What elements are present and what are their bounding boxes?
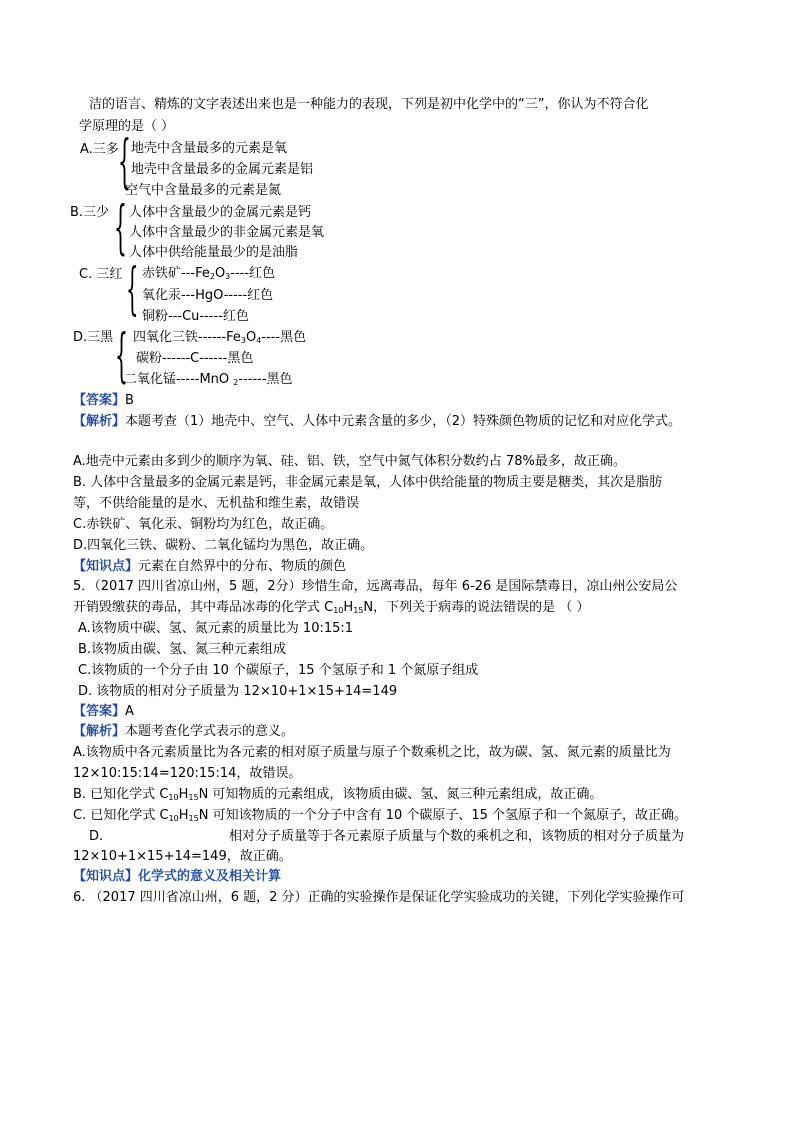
option-d-label: D.三黑 (73, 330, 114, 345)
option-c-label: C. 三红 (79, 267, 123, 282)
q5-analysis-b: B. 已知化学式 $C_{10}H_{15}N$ 可知物质的元素组成，该物质由碳、氢、氮三种元素组成，故正确。 (73, 787, 603, 802)
option-a-brace: { (118, 127, 131, 195)
q4-analysis-a: A.地壳中元素由多到少的顺序为氧、硅、铝、铁，空气中氮气体积分数约占 78%最多，故正确。 (73, 454, 626, 469)
option-b-item-1: 人体中含量最少的金属元素是钙 (129, 205, 312, 220)
option-c-brace: { (126, 257, 139, 322)
q4-knowledge: 【知识点】元素在自然界中的分布、物质的颜色 (73, 559, 347, 574)
option-d-brace: { (115, 321, 128, 389)
option-c-item-3: 铜粉---Cu-----红色 (142, 309, 249, 324)
option-c-item-1: 赤铁矿$---Fe_2O_3----$红色 (142, 266, 276, 281)
q5-option-c: C.该物质的一个分子由 10 个碳原子，15 个氢原子和 1 个氮原子组成 (78, 663, 479, 678)
q5-analysis-a-2: 12×10:15:14=120:15:14，故错误。 (73, 766, 302, 781)
q5-analysis-d-2: 12×10+1×15+14=149，故正确。 (73, 849, 292, 864)
q5-stem-1: 5．（2017 四川省凉山州，5 题，2分）珍惜生命，远离毒品，每年 6-26 是国际禁毒日，凉山州公安局公 (73, 579, 678, 594)
analysis-tag: 【解析】 (73, 724, 126, 739)
option-a-item-1: 地壳中含量最多的元素是氧 (131, 141, 288, 156)
answer-tag: 【答案】 (73, 704, 126, 719)
answer-tag: 【答案】 (73, 393, 126, 408)
option-a-item-3: 空气中含量最多的元素是氮 (125, 183, 282, 198)
q4-analysis-d: D.四氧化三铁、碳粉、二氧化锰均为黑色，故正确。 (73, 538, 374, 553)
knowledge-tag: 【知识点】 (73, 559, 139, 574)
q5-analysis-d-1: 相对分子质量等于各元素原子质量与个数的乘机之和，该物质的相对分子质量为 (229, 829, 685, 844)
option-c-item-2: 氧化汞---HgO-----红色 (142, 288, 274, 303)
q5-stem-2: 开销毁缴获的毒品，其中毒品冰毒的化学式 $C_{10}H_{15}N$，下列关于病毒的说法错误的是 （ ） (73, 600, 590, 615)
option-a-item-2: 地壳中含量最多的金属元素是铝 (131, 162, 314, 177)
q4-analysis-b-2: 等，不供给能量的是水、无机盐和维生素，故错误 (73, 496, 360, 511)
option-a-label: A.三多 (80, 142, 119, 157)
option-d-item-1: 四氧化三铁$------Fe_3O_4----$黑色 (133, 330, 307, 345)
q5-analysis-a-1: A.该物质中各元素质量比为各元素的相对原子质量与原子个数乘机之比，故为碳、氢、氮元素的质量比为 (73, 745, 671, 760)
option-b-item-3: 人体中供给能量最少的是油脂 (129, 245, 299, 260)
q5-option-a: A.该物质中碳、氢、氮元素的质量比为 10:15:1 (78, 621, 354, 636)
knowledge-tag: 【知识点】 (73, 869, 139, 884)
q5-knowledge: 【知识点】化学式的意义及相关计算 (73, 869, 282, 884)
option-b-brace: { (114, 193, 127, 261)
q5-analysis-d-label: D. (89, 829, 104, 844)
option-b-item-2: 人体中含量最少的非金属元素是氧 (129, 225, 325, 240)
q5-analysis-c: C. 已知化学式 $C_{10}H_{15}N$ 可知该物质的一个分子中含有 10 个碳原子、15 个氢原子和一个氮原子，故正确。 (73, 808, 688, 823)
q5-analysis: 【解析】本题考查化学式表示的意义。 (73, 724, 295, 739)
q4-analysis-c: C.赤铁矿、氧化汞、铜粉均为红色，故正确。 (73, 517, 334, 532)
q6-stem-1: 6. （2017 四川省凉山州，6 题，2 分）正确的实验操作是保证化学实验成功的关键，下列化学实验操作可 (73, 890, 685, 905)
q5-answer: 【答案】A (73, 704, 134, 719)
q4-analysis: 【解析】本题考查（1）地壳中、空气、人体中元素含量的多少，（2）特殊颜色物质的记忆和对应化学式。 (73, 414, 682, 429)
q4-answer: 【答案】B (73, 393, 134, 408)
option-b-label: B.三少 (70, 205, 110, 220)
q5-option-b: B.该物质由碳、氢、氮三种元素组成 (78, 642, 287, 657)
intro-line-1: 洁的语言、精炼的文字表述出来也是一种能力的表现，下列是初中化学中的“三”，你认为不符合化 (89, 97, 649, 112)
analysis-tag: 【解析】 (73, 414, 126, 429)
q5-option-d: D. 该物质的相对分子质量为 12×10+1×15+14=149 (78, 684, 398, 699)
option-d-item-3: 二氧化锰-----MnO $_2$------黑色 (124, 372, 293, 387)
intro-line-2: 学原理的是（ ） (79, 119, 175, 134)
option-d-item-2: 碳粉------C------黑色 (136, 351, 254, 366)
q4-analysis-b-1: B. 人体中含量最多的金属元素是钙，非金属元素是氧，人体中供给能量的物质主要是糖类，其次是脂肪 (73, 475, 663, 490)
